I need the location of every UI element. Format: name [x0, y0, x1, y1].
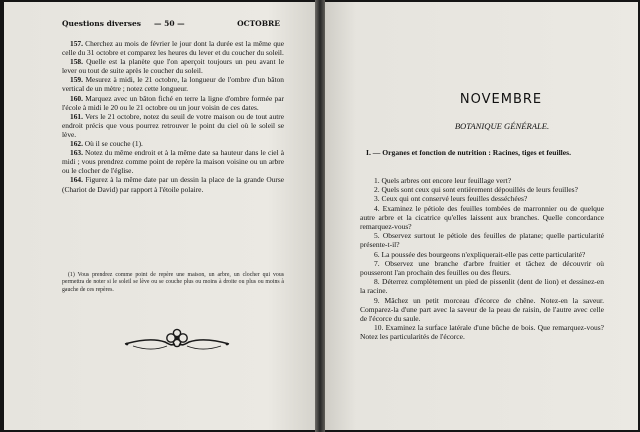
question-text: Notez du même endroit et à la même date sa hauteur dans le ciel à midi ; vous prendrez comme point de repère la maison voisine ou un arbre ou le clocher de l'église.	[62, 148, 284, 176]
question-item	[62, 139, 284, 148]
question-item	[62, 75, 284, 93]
header-section: Questions diverses	[62, 19, 141, 28]
question-text: Observez une branche d'arbre fruitier et tâchez de découvrir où pousseront l'an prochain des feuilles ou des fleurs.	[360, 258, 604, 278]
question-number: 162.	[70, 139, 83, 149]
section-heading: I. — Organes et fonction de nutrition : Racines, tiges et feuilles.	[366, 148, 572, 157]
question-text: Cherchez au mois de février le jour dont la durée est la même que celle du 31 octobre et comparez les heures du lever et du coucher du soleil.	[62, 39, 284, 58]
question-text: Examinez le pétiole des feuilles tombées de marronnier ou de quelque autre arbre et la cicatrice qu'elles laissent aux branches. Quelle concordance remarquez-vous?	[360, 203, 605, 232]
question-number: 160.	[70, 93, 83, 103]
question-item	[62, 94, 284, 112]
question-text: Mâchez un petit morceau d'écorce de chêne. Notez-en la saveur. Comparez-la d'une part avec la saveur de la peau de raisin, de l'autre avec celle de l'écorce du saule.	[360, 295, 605, 324]
question-item	[360, 296, 604, 324]
question-number: 1.	[374, 176, 380, 185]
question-number: 9.	[374, 295, 380, 305]
question-text: Vers le 21 octobre, notez du seuil de votre maison ou de tout autre endroit précis que vous pourrez retrouver le point du ciel où le soleil se lève.	[62, 111, 284, 139]
question-number: 164.	[70, 175, 83, 185]
question-item	[360, 277, 604, 295]
question-text: Quels arbres ont encore leur feuillage vert?	[381, 176, 512, 185]
question-item	[360, 204, 604, 232]
right-page	[325, 2, 638, 430]
left-page	[4, 2, 315, 430]
running-header	[62, 19, 280, 33]
question-text: Quelle est la planète que l'on aperçoit toujours un peu avant le lever ou tout de suite après le coucher du soleil.	[62, 57, 284, 76]
question-number: 159.	[70, 75, 83, 85]
book-gutter	[315, 0, 325, 432]
question-number: 6.	[374, 249, 380, 259]
question-text: Examinez la surface latérale d'une bûche de bois. Que remarquez-vous? Notez les particularités de l'écorce.	[360, 323, 605, 342]
question-item	[62, 112, 284, 139]
question-item	[360, 259, 604, 277]
question-item	[360, 185, 604, 194]
question-number: 7.	[374, 258, 380, 268]
question-item	[360, 250, 604, 259]
footnote: (1) Vous prendrez comme point de repère une maison, un arbre, un clocher qui vous permettra de noter si le soleil se lève ou se couche plus ou moins à droite ou plus ou moins à gauche de ces repères.	[62, 272, 284, 293]
chapter-subtitle: BOTANIQUE GÉNÉRALE.	[454, 121, 550, 131]
question-number: 5.	[374, 231, 380, 241]
question-item	[360, 231, 604, 249]
question-text: Mesurez à midi, le 21 octobre, la longueur de l'ombre d'un bâton vertical de un mètre ; notez cette longueur.	[62, 75, 284, 94]
question-item	[62, 175, 284, 193]
ornament-flourish	[121, 326, 233, 356]
question-text: Figurez à la même date par un dessin la place de la grande Ourse (Chariot de David) par rapport à l'étoile polaire.	[62, 175, 284, 194]
question-number: 161.	[70, 111, 83, 121]
question-item	[62, 39, 284, 57]
question-number: 157.	[70, 39, 83, 48]
question-item	[360, 323, 604, 341]
question-text: La poussée des bourgeons n'expliquerait-elle pas cette particularité?	[381, 249, 586, 259]
question-text: Ceux qui ont conservé leurs feuilles desséchées?	[381, 194, 528, 204]
question-item	[360, 176, 604, 185]
question-number: 8.	[374, 277, 380, 287]
question-number: 3.	[374, 194, 380, 204]
question-number: 163.	[70, 148, 83, 158]
question-text: Marquez avec un bâton fiché en terre la ligne d'ombre formée par l'école à midi le 20 ou le 21 octobre ou un jour voisin de ces dates.	[62, 93, 284, 112]
month-title: NOVEMBRE	[459, 92, 543, 107]
question-number: 4.	[374, 203, 380, 213]
question-item	[62, 148, 284, 175]
question-item	[360, 194, 604, 203]
question-item	[62, 57, 284, 75]
question-number: 2.	[374, 185, 380, 195]
question-text: Quels sont ceux qui sont entièrement dépouillés de leurs feuilles?	[381, 185, 578, 195]
question-text: Où il se couche (1).	[84, 139, 143, 149]
header-month: OCTOBRE	[237, 19, 280, 28]
question-text: Observez surtout le pétiole des feuilles de platane; quelle particularité présente-t-il?	[360, 231, 605, 250]
question-number: 158.	[70, 57, 83, 67]
left-questions	[62, 39, 284, 194]
question-text: Déterrez complètement un pied de pissenlit (dent de lion) et dessinez-en la racine.	[360, 277, 605, 296]
question-number: 10.	[374, 323, 384, 333]
page-number: — 50 —	[154, 19, 185, 28]
right-questions	[360, 176, 604, 342]
